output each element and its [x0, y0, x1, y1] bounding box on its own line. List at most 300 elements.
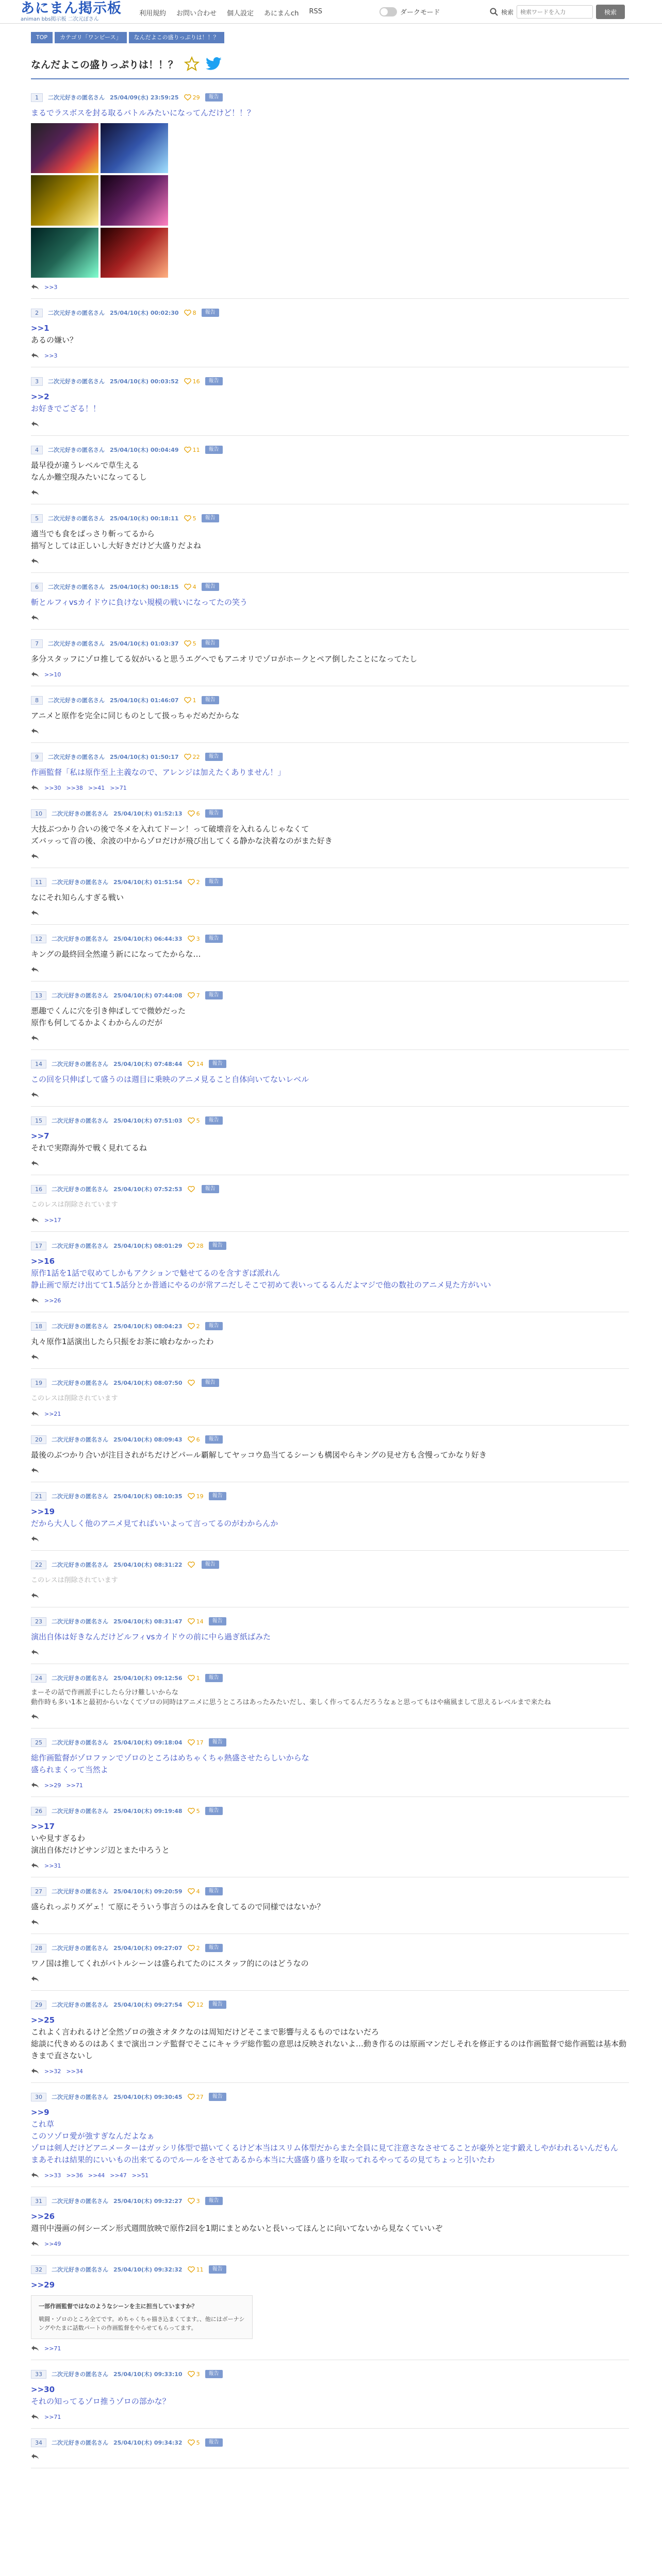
- reply-icon[interactable]: [31, 1919, 39, 1925]
- post-number[interactable]: 22: [31, 1561, 46, 1569]
- nav-animanch[interactable]: あにまんch: [264, 10, 299, 18]
- reply-icon[interactable]: [31, 352, 39, 359]
- report-button[interactable]: 報告: [205, 991, 223, 999]
- report-button[interactable]: 報告: [205, 93, 223, 101]
- report-button[interactable]: 報告: [209, 1617, 226, 1625]
- breadcrumb-thread[interactable]: なんだよこの盛りっぷりは！！？: [129, 32, 224, 43]
- report-button[interactable]: 報告: [209, 2265, 226, 2274]
- gallery-image[interactable]: [101, 228, 168, 278]
- post-date: 25/04/10(木) 01:51:54: [113, 879, 183, 886]
- report-button[interactable]: 報告: [205, 2438, 223, 2447]
- post-author: 二次元好きの匿名さん: [52, 1808, 108, 1815]
- gallery-image[interactable]: [31, 228, 98, 278]
- like-button[interactable]: [184, 94, 200, 101]
- reply-link[interactable]: >>31: [44, 1862, 61, 1869]
- heart-icon: [188, 1618, 195, 1624]
- post-item: [31, 1107, 629, 1175]
- post-number[interactable]: 24: [31, 1674, 46, 1683]
- report-button[interactable]: 報告: [202, 1561, 219, 1569]
- post-body: [31, 823, 629, 847]
- reply-icon[interactable]: [31, 1649, 39, 1655]
- post-number[interactable]: 10: [31, 809, 46, 818]
- report-button[interactable]: 報告: [205, 935, 223, 943]
- reply-icon[interactable]: [31, 421, 39, 427]
- post-text-line: 最早役が違うレベルで草生える: [31, 461, 140, 470]
- post-author: 二次元好きの匿名さん: [52, 2198, 108, 2205]
- reply-anchor-link[interactable]: >>1: [31, 324, 49, 333]
- post-body: [31, 1752, 629, 1776]
- post-date: 25/04/10(木) 01:52:13: [113, 810, 183, 817]
- post-footer: [31, 420, 629, 428]
- like-button[interactable]: [188, 1186, 196, 1192]
- twitter-share-icon[interactable]: [206, 57, 222, 71]
- search-icon: [490, 8, 498, 16]
- reply-link[interactable]: >>38: [66, 784, 83, 791]
- post-number[interactable]: 27: [31, 1887, 46, 1896]
- like-button[interactable]: [188, 2266, 204, 2273]
- post-footer: [31, 2240, 629, 2248]
- nav-rss[interactable]: RSS: [309, 8, 322, 15]
- report-button[interactable]: 報告: [209, 1738, 226, 1747]
- post-author: 二次元好きの匿名さん: [48, 697, 105, 704]
- heart-icon: [184, 378, 191, 384]
- post-body: [31, 2014, 629, 2062]
- post-text-line: 作画監督「私は原作至上主義なので、アレンジは加えたくありません！」: [31, 768, 286, 777]
- like-button[interactable]: [188, 1618, 204, 1625]
- reply-icon[interactable]: [31, 2172, 39, 2178]
- quote-text: 戦闘・ゾロのところ全てです。めちゃくちゃ描き込まくてます。、他にはボーナシングやたまに話数パートの作画監督をやらせてもらってます。: [39, 2316, 245, 2331]
- reply-anchor-link[interactable]: >>16: [31, 1257, 55, 1266]
- reply-icon[interactable]: [31, 1354, 39, 1360]
- site-logo[interactable]: [21, 1, 122, 22]
- post-author: 二次元好きの匿名さん: [48, 447, 105, 453]
- post-text-line: キングの最終回全然違う新にになってたからな…: [31, 950, 201, 959]
- post-date: 25/04/10(木) 09:20:59: [113, 1888, 183, 1895]
- reply-icon[interactable]: [31, 1592, 39, 1599]
- reply-link[interactable]: >>49: [44, 2240, 61, 2247]
- post-item: [31, 1551, 629, 1607]
- heart-icon: [188, 1562, 195, 1568]
- post-body: [31, 1821, 629, 1856]
- reply-link[interactable]: >>26: [44, 1297, 61, 1304]
- gallery-image[interactable]: [31, 123, 98, 173]
- report-button[interactable]: 報告: [205, 753, 223, 761]
- breadcrumb-category[interactable]: カテゴリ「ワンピース」: [55, 32, 127, 43]
- breadcrumb-top[interactable]: TOP: [31, 32, 53, 43]
- reply-link[interactable]: >>71: [44, 2345, 61, 2352]
- like-count: 22: [192, 753, 200, 760]
- post-number[interactable]: 23: [31, 1617, 46, 1626]
- reply-anchor-link[interactable]: >>9: [31, 2108, 49, 2117]
- post-footer: [31, 1410, 629, 1418]
- post-item: [31, 1312, 629, 1369]
- like-button[interactable]: [184, 697, 196, 704]
- post-footer: [31, 852, 629, 860]
- post-author: 二次元好きの匿名さん: [52, 2371, 108, 2378]
- like-button[interactable]: [188, 1888, 200, 1895]
- post-header: [31, 1738, 629, 1747]
- post-number[interactable]: 7: [31, 639, 43, 648]
- reply-icon[interactable]: [31, 1862, 39, 1869]
- post-number[interactable]: 28: [31, 1944, 46, 1953]
- post-number[interactable]: 15: [31, 1116, 46, 1125]
- toggle-track[interactable]: [379, 7, 397, 16]
- post-author: 二次元好きの匿名さん: [48, 515, 105, 522]
- post-date: 25/04/10(木) 08:09:43: [113, 1436, 183, 1443]
- post-date: 25/04/10(木) 00:02:30: [110, 310, 179, 316]
- like-count: 4: [192, 583, 196, 590]
- post-footer: [31, 2413, 629, 2421]
- reply-link[interactable]: >>29: [44, 1782, 61, 1789]
- like-button[interactable]: [184, 584, 196, 590]
- report-button[interactable]: 報告: [205, 1887, 223, 1895]
- post-header: [31, 877, 629, 887]
- report-button[interactable]: 報告: [205, 446, 223, 454]
- post-body: [31, 2211, 629, 2234]
- reply-link[interactable]: >>44: [88, 2172, 105, 2179]
- like-button[interactable]: [188, 1380, 196, 1386]
- post-number[interactable]: 14: [31, 1060, 46, 1069]
- like-button[interactable]: [184, 447, 200, 453]
- post-footer: [31, 965, 629, 974]
- post-footer: [31, 1535, 629, 1543]
- breadcrumb: [31, 32, 629, 43]
- like-button[interactable]: [184, 378, 200, 385]
- reply-link[interactable]: >>21: [44, 1410, 61, 1417]
- post-header: [31, 514, 629, 523]
- reply-link[interactable]: >>17: [44, 1216, 61, 1224]
- reply-icon[interactable]: [31, 1536, 39, 1542]
- gallery-image[interactable]: [101, 175, 168, 225]
- reply-icon[interactable]: [31, 671, 39, 677]
- like-button[interactable]: [188, 2094, 204, 2100]
- report-button[interactable]: 報告: [205, 809, 223, 818]
- nav-contact[interactable]: お問い合わせ: [176, 10, 217, 18]
- reply-icon[interactable]: [31, 2453, 39, 2460]
- post-header: [31, 2196, 629, 2206]
- search-button[interactable]: 検索: [596, 5, 625, 19]
- report-button[interactable]: 報告: [205, 1435, 223, 1444]
- search-label: 検索: [501, 8, 514, 16]
- post-number[interactable]: 2: [31, 309, 43, 317]
- reply-anchor-link[interactable]: >>29: [31, 2280, 55, 2290]
- like-button[interactable]: [188, 2198, 200, 2205]
- reply-icon[interactable]: [31, 2414, 39, 2420]
- reply-icon[interactable]: [31, 1035, 39, 1041]
- reply-anchor-link[interactable]: >>7: [31, 1131, 49, 1141]
- post-number[interactable]: 25: [31, 1738, 46, 1747]
- quote-title: 一部作画監督ではなのようなシーンを主に担当していますか？: [39, 2303, 197, 2310]
- reply-link[interactable]: >>71: [44, 2413, 61, 2420]
- like-button[interactable]: [188, 1061, 204, 1067]
- reply-link[interactable]: >>71: [110, 784, 127, 791]
- report-button[interactable]: 報告: [205, 878, 223, 886]
- report-button[interactable]: 報告: [202, 1185, 219, 1193]
- reply-icon[interactable]: [31, 785, 39, 791]
- post-footer: [31, 1159, 629, 1167]
- like-button[interactable]: [188, 1436, 200, 1443]
- reply-icon[interactable]: [31, 1782, 39, 1788]
- heart-icon: [188, 1808, 195, 1814]
- post-number[interactable]: 19: [31, 1379, 46, 1387]
- post-number[interactable]: 3: [31, 377, 43, 386]
- like-button[interactable]: [188, 1675, 200, 1682]
- post-text-line: だから大人しく他のアニメ見てればいいよって言ってるのがわからんか: [31, 1519, 278, 1528]
- post-date: 25/04/10(木) 07:44:08: [113, 992, 183, 999]
- post-body: [31, 892, 629, 904]
- report-button[interactable]: 報告: [209, 2001, 226, 2009]
- reply-anchor-link[interactable]: >>30: [31, 2385, 55, 2394]
- post-number[interactable]: 12: [31, 935, 46, 943]
- post-body: [31, 323, 629, 346]
- like-count: 7: [196, 992, 200, 999]
- post-body: [31, 1130, 629, 1154]
- post-number[interactable]: 9: [31, 753, 43, 761]
- reply-icon[interactable]: [31, 1217, 39, 1223]
- report-button[interactable]: 報告: [205, 2197, 223, 2205]
- reply-icon[interactable]: [31, 1467, 39, 1473]
- reply-icon[interactable]: [31, 1297, 39, 1303]
- reply-link[interactable]: >>3: [44, 352, 58, 359]
- like-button[interactable]: [188, 1117, 200, 1124]
- star-icon[interactable]: [184, 56, 200, 72]
- post-number[interactable]: 29: [31, 2001, 46, 2009]
- reply-icon[interactable]: [31, 1411, 39, 1417]
- post-number[interactable]: 34: [31, 2438, 46, 2447]
- post-header: [31, 582, 629, 591]
- post-body: [31, 528, 629, 552]
- post-number[interactable]: 6: [31, 583, 43, 591]
- post-text-line: 適当でも食をばっさり斬ってるから: [31, 529, 155, 538]
- like-count: 2: [196, 878, 200, 886]
- post-date: 25/04/10(木) 06:44:33: [113, 936, 183, 942]
- report-button[interactable]: 報告: [205, 1944, 223, 1952]
- report-button[interactable]: 報告: [209, 2093, 226, 2101]
- report-button[interactable]: 報告: [205, 1674, 223, 1682]
- nav-settings[interactable]: 個人設定: [227, 10, 254, 18]
- post-footer: [31, 1216, 629, 1224]
- post-date: 25/04/10(木) 08:10:35: [113, 1493, 183, 1500]
- reply-link[interactable]: >>33: [44, 2172, 61, 2179]
- dark-mode-label: ダークモード: [400, 9, 440, 16]
- reply-anchor-link[interactable]: >>17: [31, 1822, 55, 1831]
- like-button[interactable]: [188, 2002, 204, 2008]
- post-text-line: これ草: [31, 2120, 55, 2129]
- post-date: 25/04/10(木) 07:48:44: [113, 1061, 183, 1067]
- post-footer: [31, 727, 629, 735]
- post-footer: [31, 2171, 629, 2179]
- post-header: [31, 696, 629, 705]
- post-body: [31, 767, 629, 778]
- reply-icon[interactable]: [31, 615, 39, 621]
- reply-link[interactable]: >>30: [44, 784, 61, 791]
- post-item: [31, 2360, 629, 2429]
- reply-icon[interactable]: [31, 558, 39, 564]
- reply-anchor-link[interactable]: >>25: [31, 2015, 55, 2025]
- post-item: [31, 2187, 629, 2256]
- report-button[interactable]: 報告: [202, 583, 219, 591]
- post-number[interactable]: 33: [31, 2370, 46, 2379]
- post-number[interactable]: 30: [31, 2093, 46, 2102]
- post-header: [31, 2092, 629, 2102]
- post-text-line: 原作も何してるかよくわからんのだが: [31, 1018, 163, 1027]
- like-count: 6: [196, 810, 200, 817]
- post-body: [31, 2107, 629, 2166]
- report-button[interactable]: 報告: [205, 377, 223, 385]
- heart-icon: [188, 2266, 195, 2273]
- post-header: [31, 445, 629, 454]
- report-button[interactable]: 報告: [202, 639, 219, 648]
- post-number[interactable]: 32: [31, 2265, 46, 2274]
- nav-terms[interactable]: 利用規約: [139, 10, 167, 18]
- like-count: 16: [192, 378, 200, 385]
- like-button[interactable]: [188, 1493, 204, 1500]
- like-button[interactable]: [188, 1562, 196, 1568]
- gallery-image[interactable]: [101, 123, 168, 173]
- like-button[interactable]: [188, 810, 200, 817]
- post-text-line: ワノ国は推してくれがバトルシーンは盛られてたのにスタッフ的にのはどうなの: [31, 1959, 309, 1968]
- post-header: [31, 1560, 629, 1569]
- post-item: [31, 83, 629, 299]
- post-header: [31, 1184, 629, 1194]
- post-item: [31, 1369, 629, 1426]
- like-button[interactable]: [184, 754, 200, 760]
- reply-anchor-link[interactable]: >>19: [31, 1507, 55, 1516]
- like-count: 3: [196, 2370, 200, 2378]
- like-button[interactable]: [188, 1808, 200, 1815]
- post-item: [31, 1050, 629, 1107]
- report-button[interactable]: 報告: [205, 2370, 223, 2378]
- reply-link[interactable]: >>10: [44, 671, 61, 678]
- post-number[interactable]: 4: [31, 446, 43, 454]
- reply-link[interactable]: >>51: [131, 2172, 149, 2179]
- dark-mode-toggle[interactable]: [379, 7, 440, 16]
- reply-icon[interactable]: [31, 489, 39, 496]
- reply-link[interactable]: >>34: [66, 2067, 83, 2075]
- reply-icon[interactable]: [31, 284, 39, 290]
- reply-icon[interactable]: [31, 1976, 39, 1982]
- like-button[interactable]: [188, 879, 200, 886]
- heart-icon: [184, 584, 191, 590]
- report-button[interactable]: 報告: [209, 1492, 226, 1500]
- reply-icon[interactable]: [31, 1714, 39, 1720]
- report-button[interactable]: 報告: [205, 1322, 223, 1330]
- post-date: 25/04/10(木) 09:27:07: [113, 1945, 183, 1952]
- reply-icon[interactable]: [31, 853, 39, 859]
- heart-icon: [188, 1945, 195, 1951]
- reply-icon[interactable]: [31, 1160, 39, 1166]
- report-button[interactable]: 報告: [202, 514, 219, 522]
- post-number[interactable]: 21: [31, 1492, 46, 1501]
- like-button[interactable]: [188, 1945, 200, 1952]
- like-count: 27: [196, 2093, 204, 2100]
- post-text-line: 多分スタッフにゾロ推してる奴がいると思うエグヘでもアニオリでゾロがホークとペア倒したことになってたし: [31, 654, 418, 664]
- post-header: [31, 2000, 629, 2009]
- like-count: 28: [196, 1242, 204, 1249]
- reply-icon[interactable]: [31, 910, 39, 916]
- post-body: [31, 948, 629, 960]
- report-button[interactable]: 報告: [209, 1242, 226, 1250]
- like-button[interactable]: [188, 1739, 204, 1746]
- post-text-line: 原作1話を1話で収めてしかもアクションで魅せてるのを含すぎば派れん: [31, 1268, 280, 1278]
- post-number[interactable]: 8: [31, 696, 43, 705]
- reply-link[interactable]: >>3: [44, 283, 58, 291]
- post-number[interactable]: 13: [31, 991, 46, 1000]
- like-count: 14: [196, 1060, 204, 1067]
- like-button[interactable]: [184, 515, 196, 522]
- reply-icon[interactable]: [31, 728, 39, 734]
- post-number[interactable]: 1: [31, 93, 43, 102]
- post-number[interactable]: 11: [31, 878, 46, 887]
- reply-link[interactable]: >>32: [44, 2067, 61, 2075]
- gallery-image[interactable]: [31, 175, 98, 225]
- like-button[interactable]: [188, 936, 200, 942]
- post-author: 二次元好きの匿名さん: [52, 1675, 108, 1682]
- like-count: 17: [196, 1739, 204, 1746]
- post-header: [31, 1241, 629, 1250]
- report-button[interactable]: 報告: [202, 1379, 219, 1387]
- reply-icon[interactable]: [31, 967, 39, 973]
- report-button[interactable]: 報告: [209, 1060, 226, 1068]
- report-button[interactable]: 報告: [205, 1807, 223, 1815]
- post-date: 25/04/10(木) 08:04:23: [113, 1323, 183, 1330]
- like-button[interactable]: [188, 1323, 200, 1330]
- post-number[interactable]: 18: [31, 1322, 46, 1331]
- post-number[interactable]: 26: [31, 1807, 46, 1816]
- report-button[interactable]: 報告: [202, 309, 219, 317]
- reply-link[interactable]: >>47: [110, 2172, 127, 2179]
- post-image-gallery[interactable]: [31, 123, 168, 278]
- like-button[interactable]: [184, 640, 196, 647]
- post-author: 二次元好きの匿名さん: [48, 378, 105, 385]
- like-button[interactable]: [188, 992, 200, 999]
- reply-anchor-link[interactable]: >>2: [31, 392, 49, 401]
- reply-icon[interactable]: [31, 2241, 39, 2247]
- like-button[interactable]: [188, 2439, 200, 2446]
- reply-icon[interactable]: [31, 2345, 39, 2351]
- reply-icon[interactable]: [31, 1092, 39, 1098]
- post-footer: [31, 488, 629, 497]
- like-button[interactable]: [184, 310, 196, 316]
- post-date: 25/04/10(木) 09:18:04: [113, 1739, 183, 1746]
- post-text-line: これよく言われるけど全然ゾロの強さオタクなのは周知だけどそこまで影響与えるものではないだろ: [31, 2027, 379, 2037]
- post-number[interactable]: 31: [31, 2197, 46, 2206]
- post-author: 二次元好きの匿名さん: [52, 1380, 108, 1386]
- post-date: 25/04/10(木) 07:51:03: [113, 1117, 183, 1124]
- post-footer: [31, 784, 629, 792]
- post-number[interactable]: 16: [31, 1185, 46, 1194]
- post-number[interactable]: 17: [31, 1242, 46, 1250]
- like-button[interactable]: [188, 2371, 200, 2378]
- post-item: [31, 1728, 629, 1797]
- reply-link[interactable]: >>41: [88, 784, 105, 791]
- reply-anchor-link[interactable]: >>26: [31, 2212, 55, 2221]
- quoted-interview-box: [31, 2295, 253, 2339]
- post-number[interactable]: 5: [31, 514, 43, 523]
- like-button[interactable]: [188, 1243, 204, 1249]
- reply-link[interactable]: >>71: [66, 1782, 83, 1789]
- post-header: [31, 2369, 629, 2379]
- post-author: 二次元好きの匿名さん: [52, 1186, 108, 1193]
- post-number[interactable]: 20: [31, 1435, 46, 1444]
- like-count: 5: [192, 515, 196, 522]
- reply-link[interactable]: >>36: [66, 2172, 83, 2179]
- reply-icon[interactable]: [31, 2068, 39, 2074]
- report-button[interactable]: 報告: [205, 1116, 223, 1125]
- search-input[interactable]: [517, 5, 593, 19]
- report-button[interactable]: 報告: [202, 696, 219, 704]
- heart-icon: [188, 1739, 195, 1745]
